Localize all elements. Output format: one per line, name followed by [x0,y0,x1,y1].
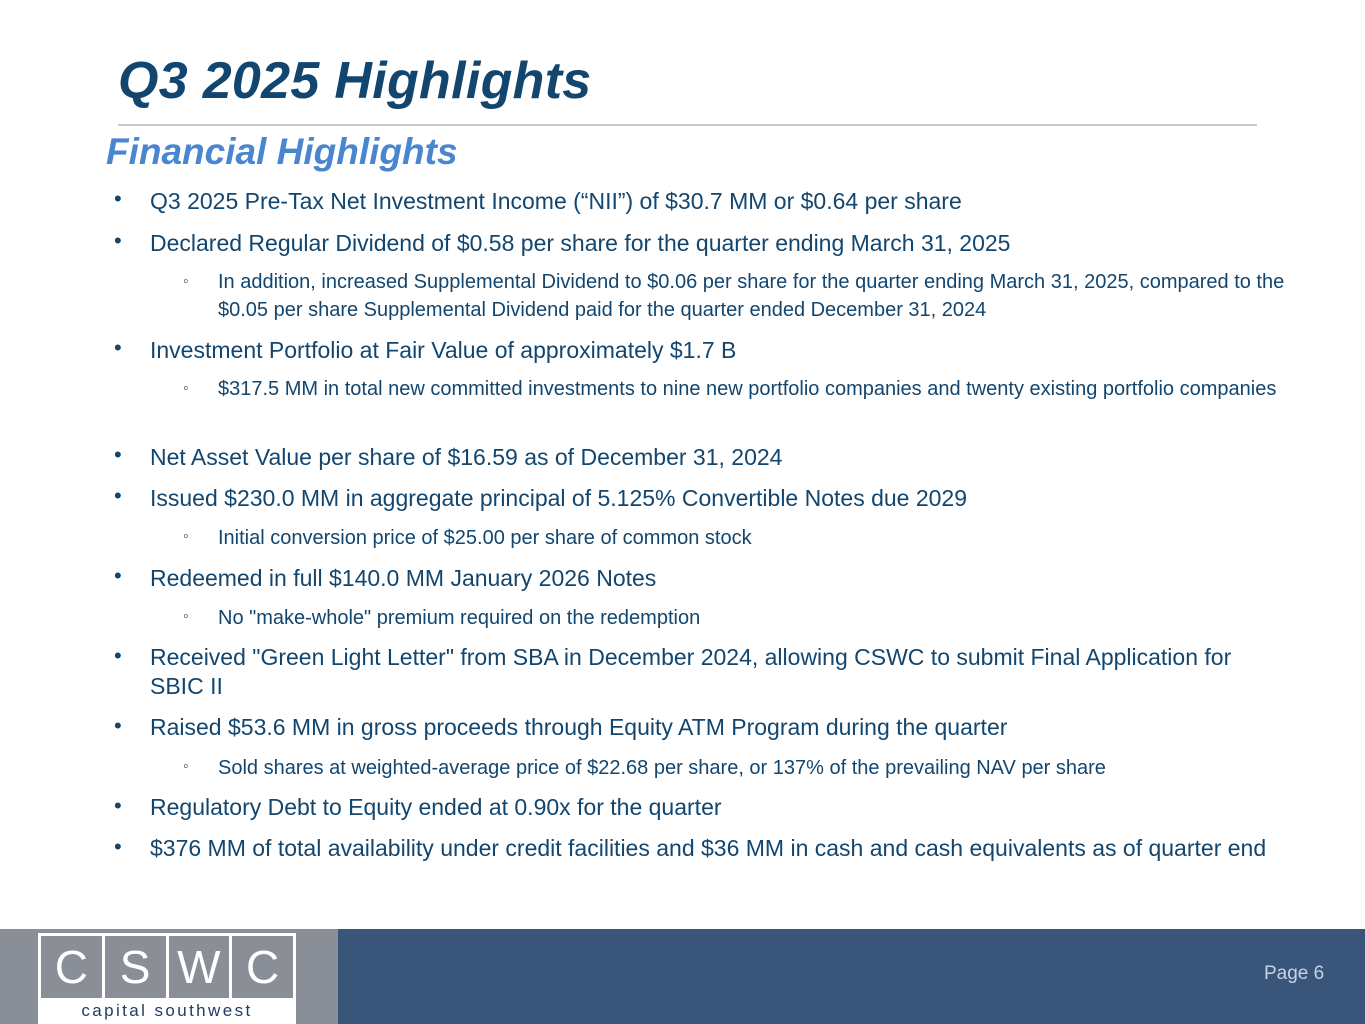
section-subtitle: Financial Highlights [106,131,458,172]
bullet-circle-icon: ◦ [183,758,189,775]
list-item: Redeemed in full $140.0 MM January 2026 Notes [150,565,657,591]
page-number: Page 6 [1264,963,1325,984]
bullet-dot-icon: • [114,793,122,818]
bullet-dot-icon: • [114,483,122,508]
bullet-circle-icon: ◦ [183,273,189,290]
bullet-dot-icon: • [114,563,122,588]
list-item: Issued $230.0 MM in aggregate principal of 5.125% Convertible Notes due 2029 [150,485,968,511]
bullet-dot-icon: • [114,713,122,738]
list-item: Net Asset Value per share of $16.59 as of December 31, 2024 [150,444,783,470]
footer-blue-band [338,929,1365,1024]
bullet-dot-icon: • [114,643,122,668]
list-item: Sold shares at weighted-average price of $22.68 per share, or 137% of the prevailing NAV per share [218,757,1106,779]
bullet-dot-icon: • [114,335,122,360]
list-item: No "make-whole" premium required on the redemption [218,607,701,629]
slide-title: Q3 2025 Highlights [118,52,592,110]
logo-letter: W [169,936,233,998]
list-item: Received "Green Light Letter" from SBA in December 2024, allowing CSWC to submit Final Application for SBIC II [150,644,1232,699]
list-item: In addition, increased Supplemental Dividend to $0.06 per share for the quarter ending March 31, 2025, compared to the $0.05 per share Supplemental Dividend paid for the quarter ended December 31, 2024 [218,271,1285,321]
bullet-dot-icon: • [114,228,122,253]
bullet-circle-icon: ◦ [183,608,189,625]
list-item: Q3 2025 Pre-Tax Net Investment Income (“NII”) of $30.7 MM or $0.64 per share [150,188,962,214]
list-item: $317.5 MM in total new committed investments to nine new portfolio companies and twenty existing portfolio companies [218,378,1277,400]
logo-letter: C [246,941,280,993]
company-logo [38,933,296,1024]
logo-letter: C [41,936,105,998]
list-item: Declared Regular Dividend of $0.58 per share for the quarter ending March 31, 2025 [150,230,1011,256]
list-item: $376 MM of total availability under credit facilities and $36 MM in cash and cash equivalents as of quarter end [150,835,1267,861]
logo-letter-grid [41,936,293,998]
list-item: Regulatory Debt to Equity ended at 0.90x for the quarter [150,794,722,820]
logo-company-name: capital southwest [81,1001,253,1020]
logo-letter: S [105,936,169,998]
bullet-dot-icon: • [114,834,122,859]
list-item: Raised $53.6 MM in gross proceeds through Equity ATM Program during the quarter [150,714,1008,740]
bullet-dot-icon: • [114,186,122,211]
bullet-circle-icon: ◦ [183,528,189,545]
list-item: Initial conversion price of $25.00 per share of common stock [218,527,752,549]
bullet-circle-icon: ◦ [183,380,189,397]
list-item: Investment Portfolio at Fair Value of approximately $1.7 B [150,337,737,363]
title-divider [118,124,1257,126]
bullet-dot-icon: • [114,442,122,467]
